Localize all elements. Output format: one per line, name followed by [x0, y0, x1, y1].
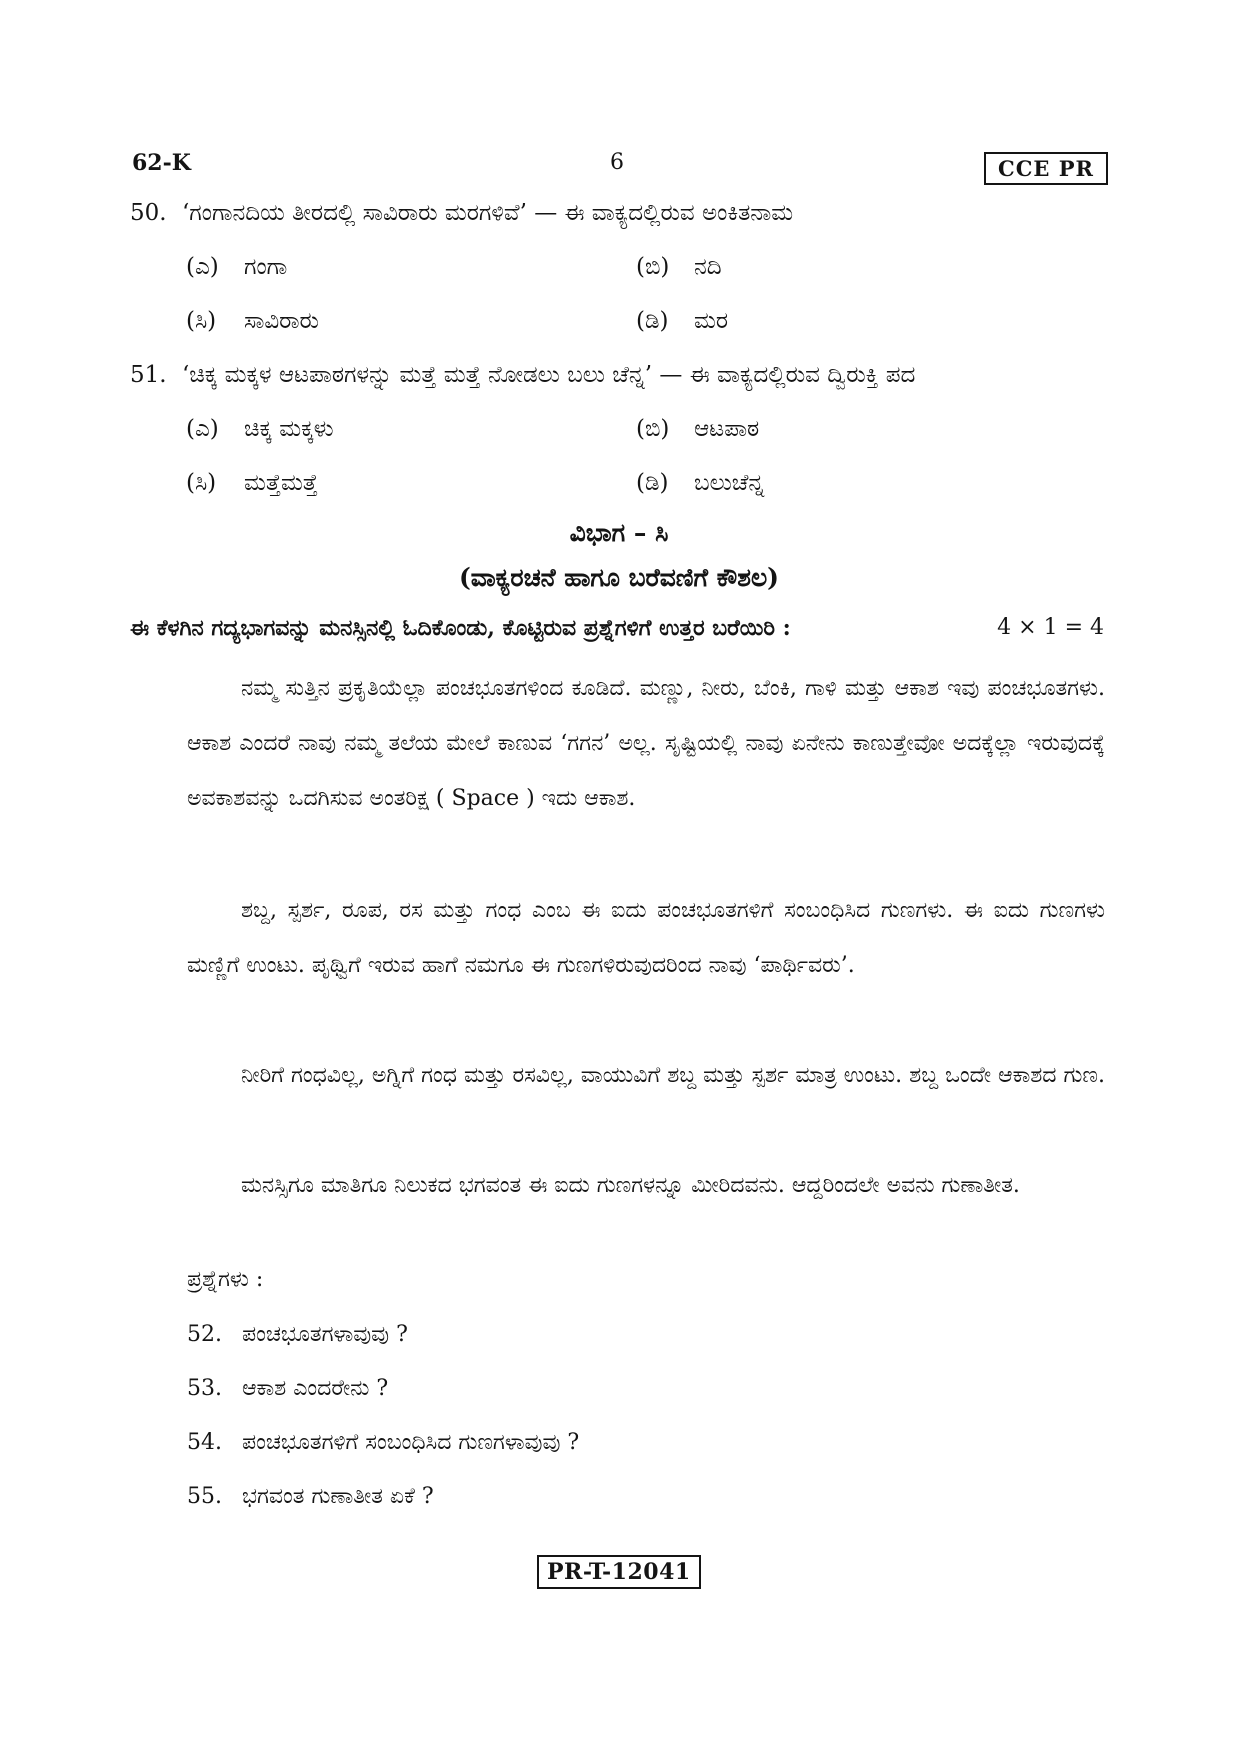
page-number: 6	[610, 150, 624, 175]
passage-paragraph-1: ನಮ್ಮ ಸುತ್ತಿನ ಪ್ರಕೃತಿಯೆಲ್ಲಾ ಪಂಚಭೂತಗಳಿಂದ ಕೂಡಿದೆ. ಮಣ್ಣು, ನೀರು, ಬೆಂಕಿ, ಗಾಳಿ ಮತ್ತು ಆಕಾಶ ಇವು ಪಂಚಭೂತಗಳು. ಆಕಾಶ ಎಂದರೆ ನಾವು ನಮ್ಮ ತಲೆಯ ಮೇಲೆ ಕಾಣುವ ‘ಗಗನ’ ಅಲ್ಲ. ಸೃಷ್ಟಿಯಲ್ಲಿ ನಾವು ಏನೇನು ಕಾಣುತ್ತೇವೋ ಅದಕ್ಕೆಲ್ಲಾ ಇರುವುದಕ್ಕೆ ಅವಕಾಶವನ್ನು ಒದಗಿಸುವ ಅಂತರಿಕ್ಷ ( Space ) ಇದು ಆಕಾಶ.	[187, 676, 1105, 811]
question-52	[187, 1322, 408, 1347]
option-text: ಬಲುಚೆನ್ನ	[694, 470, 765, 496]
question-text: ಭಗವಂತ ಗುಣಾತೀತ ಏಕೆ ?	[242, 1484, 434, 1509]
question-54	[187, 1430, 579, 1455]
option-text: ಸಾವಿರಾರು	[244, 308, 319, 334]
question-number: 53.	[187, 1376, 222, 1401]
question-50	[130, 200, 793, 226]
option-label: (ಡಿ)	[636, 470, 669, 496]
question-number: 52.	[187, 1322, 222, 1347]
question-text: ‘ಚಿಕ್ಕ ಮಕ್ಕಳ ಆಟಪಾಠಗಳನ್ನು ಮತ್ತೆ ಮತ್ತೆ ನೋಡಲು ಬಲು ಚೆನ್ನ’ — ಈ ವಾಕ್ಯದಲ್ಲಿರುವ ದ್ವಿರುಕ್ತಿ ಪದ	[182, 362, 916, 388]
question-51	[130, 362, 915, 388]
passage-paragraph-4: ಮನಸ್ಸಿಗೂ ಮಾತಿಗೂ ನಿಲುಕದ ಭಗವಂತ ಈ ಐದು ಗುಣಗಳನ್ನೂ ಮೀರಿದವನು. ಆದ್ದರಿಂದಲೇ ಅವನು ಗುಣಾತೀತ.	[241, 1173, 1020, 1198]
option-label: (ಬಿ)	[636, 254, 670, 280]
question-number: 54.	[187, 1430, 222, 1455]
option-text: ಮರ	[694, 308, 729, 334]
paper-code: 62-K	[132, 150, 191, 176]
option-text: ನದಿ	[694, 254, 722, 280]
question-number: 50.	[130, 200, 167, 226]
option-label: (ಸಿ)	[186, 470, 217, 496]
question-number: 55.	[187, 1484, 222, 1509]
question-55	[187, 1484, 434, 1509]
option-text: ಆಟಪಾಠ	[694, 416, 760, 442]
paper-version-box: CCE PR	[984, 152, 1108, 185]
option-text: ಮತ್ತೆಮತ್ತೆ	[244, 470, 318, 496]
question-text: ಪಂಚಭೂತಗಳಿಗೆ ಸಂಬಂಧಿಸಿದ ಗುಣಗಳಾವುವು ?	[242, 1430, 580, 1455]
q50-option-a	[186, 254, 287, 280]
q51-option-a	[186, 416, 334, 442]
option-label: (ಸಿ)	[186, 308, 217, 334]
question-text: ಆಕಾಶ ಎಂದರೇನು ?	[242, 1376, 389, 1401]
question-53	[187, 1376, 388, 1401]
q51-option-b	[636, 416, 759, 442]
questions-label: ಪ್ರಶ್ನೆಗಳು :	[187, 1267, 264, 1292]
q50-option-b	[636, 254, 722, 280]
question-number: 51.	[130, 362, 167, 388]
question-text: ‘ಗಂಗಾನದಿಯ ತೀರದಲ್ಲಿ ಸಾವಿರಾರು ಮರಗಳಿವೆ’ — ಈ ವಾಕ್ಯದಲ್ಲಿರುವ ಅಂಕಿತನಾಮ	[182, 200, 794, 226]
footer-code-box: PR-T-12041	[537, 1555, 701, 1589]
option-label: (ಬಿ)	[636, 416, 670, 442]
option-text: ಗಂಗಾ	[244, 254, 288, 280]
option-label: (ಎ)	[186, 254, 219, 280]
option-label: (ಎ)	[186, 416, 219, 442]
section-title: ವಿಭಾಗ – ಸಿ	[569, 518, 669, 547]
q51-option-c	[186, 470, 318, 496]
q51-option-d	[636, 470, 764, 496]
q50-option-c	[186, 308, 319, 334]
question-text: ಪಂಚಭೂತಗಳಾವುವು ?	[242, 1322, 408, 1347]
section-subtitle: (ವಾಕ್ಯರಚನೆ ಹಾಗೂ ಬರೆವಣಿಗೆ ಕೌಶಲ)	[458, 563, 780, 592]
section-instruction: ಈ ಕೆಳಗಿನ ಗದ್ಯಭಾಗವನ್ನು ಮನಸ್ಸಿನಲ್ಲಿ ಓದಿಕೊಂಡು, ಕೊಟ್ಟಿರುವ ಪ್ರಶ್ನೆಗಳಿಗೆ ಉತ್ತರ ಬರೆಯಿರಿ :	[130, 615, 791, 641]
passage-paragraph-3: ನೀರಿಗೆ ಗಂಧವಿಲ್ಲ, ಅಗ್ನಿಗೆ ಗಂಧ ಮತ್ತು ರಸವಿಲ್ಲ, ವಾಯುವಿಗೆ ಶಬ್ದ ಮತ್ತು ಸ್ಪರ್ಶ ಮಾತ್ರ ಉಂಟು. ಶಬ್ದ ಒಂದೇ ಆಕಾಶದ ಗುಣ.	[241, 1063, 1105, 1088]
passage-paragraph-2: ಶಬ್ದ, ಸ್ಪರ್ಶ, ರೂಪ, ರಸ ಮತ್ತು ಗಂಧ ಎಂಬ ಈ ಐದು ಪಂಚಭೂತಗಳಿಗೆ ಸಂಬಂಧಿಸಿದ ಗುಣಗಳು. ಈ ಐದು ಗುಣಗಳು ಮಣ್ಣಿಗೆ ಉಂಟು. ಪೃಥ್ವಿಗೆ ಇರುವ ಹಾಗೆ ನಮಗೂ ಈ ಗುಣಗಳಿರುವುದರಿಂದ ನಾವು ‘ಪಾರ್ಥಿವರು’.	[187, 898, 1105, 978]
marks-allocation: 4 × 1 = 4	[997, 615, 1104, 640]
option-text: ಚಿಕ್ಕ ಮಕ್ಕಳು	[244, 416, 334, 442]
q50-option-d	[636, 308, 728, 334]
option-label: (ಡಿ)	[636, 308, 669, 334]
